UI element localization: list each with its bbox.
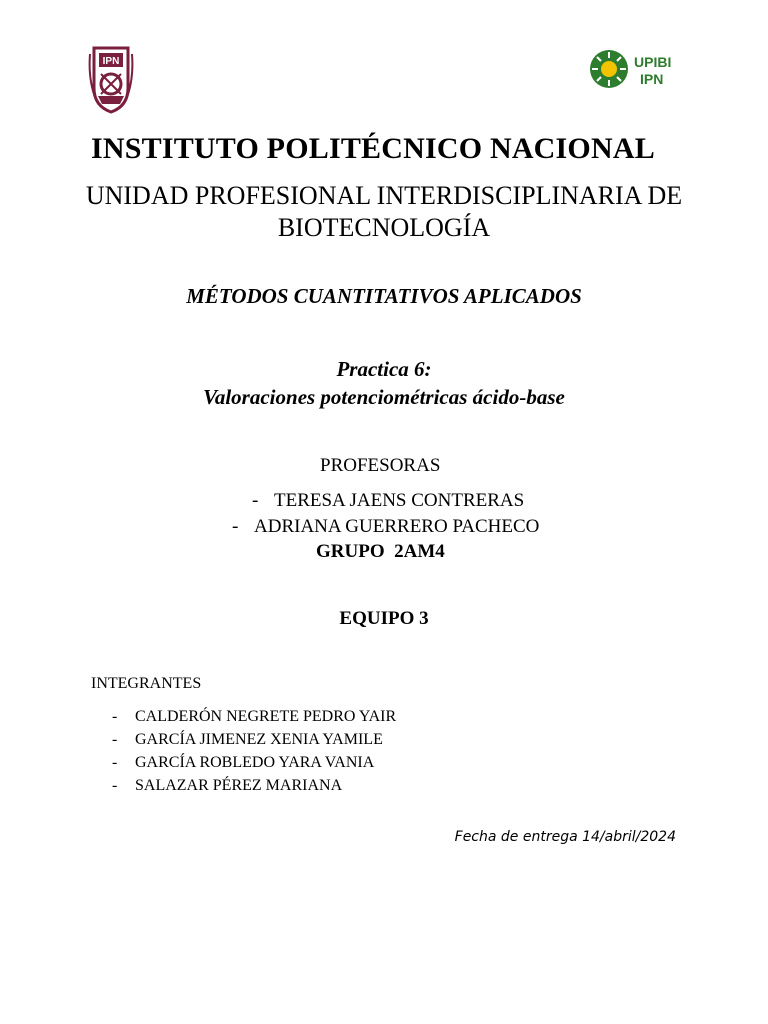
ipn-logo-text: IPN (102, 56, 120, 67)
professor-item (252, 490, 524, 512)
practice-number: Practica 6: (336, 357, 432, 381)
team-label: EQUIPO 3 (339, 608, 429, 629)
list-dash: - (232, 516, 239, 537)
member-item (112, 708, 396, 726)
member-item (112, 777, 342, 795)
list-dash: - (112, 708, 118, 725)
list-dash: - (112, 754, 118, 771)
professor-name: TERESA JAENS CONTRERAS (274, 490, 525, 511)
upibi-logo-line1: UPIBI (634, 54, 672, 70)
list-dash: - (112, 777, 118, 794)
list-dash: - (112, 731, 118, 748)
professor-name: ADRIANA GUERRERO PACHECO (254, 516, 540, 537)
list-dash: - (252, 490, 259, 511)
member-name: GARCÍA ROBLEDO YARA VANIA (135, 754, 375, 771)
group-label: GRUPO 2AM4 (316, 541, 445, 562)
member-item (112, 754, 374, 772)
practice-title: Valoraciones potenciométricas ácido-base (203, 385, 565, 409)
member-name: CALDERÓN NEGRETE PEDRO YAIR (135, 708, 397, 725)
member-name: SALAZAR PÉREZ MARIANA (135, 777, 343, 794)
practice-heading (0, 355, 768, 411)
unit-title-line1: UNIDAD PROFESIONAL INTERDISCIPLINARIA DE (85, 181, 683, 210)
member-name: GARCÍA JIMENEZ XENIA YAMILE (135, 731, 383, 748)
member-item (112, 731, 383, 749)
unit-title-line2: BIOTECNOLOGÍA (277, 213, 491, 242)
course-title: MÉTODOS CUANTITATIVOS APLICADOS (186, 284, 582, 308)
upibi-logo-line2: IPN (640, 71, 664, 87)
unit-title (0, 180, 768, 244)
members-label: INTEGRANTES (91, 675, 202, 692)
institution-title: INSTITUTO POLITÉCNICO NACIONAL (91, 132, 655, 165)
upibi-logo-icon (588, 46, 680, 92)
professor-item (232, 516, 539, 538)
ipn-seal-icon (86, 44, 136, 114)
professors-label: PROFESORAS (320, 455, 441, 476)
delivery-date: Fecha de entrega 14/abril/2024 (454, 829, 676, 845)
